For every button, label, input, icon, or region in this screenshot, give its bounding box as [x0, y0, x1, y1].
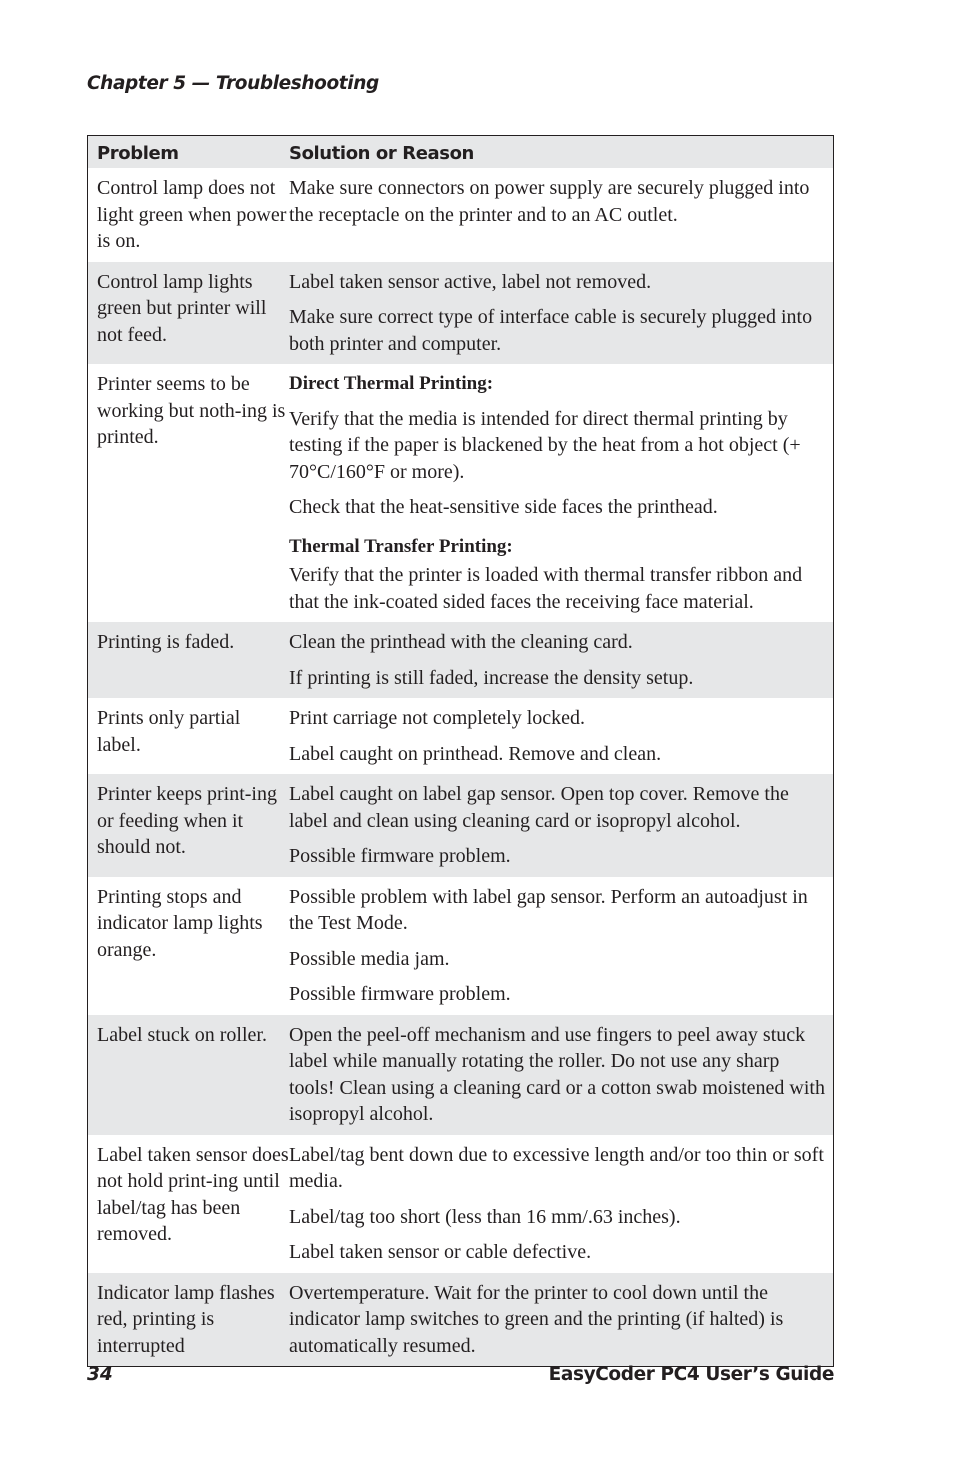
problem-cell — [88, 1280, 289, 1360]
solution-text: Possible media jam. — [289, 947, 450, 970]
solution-cell — [289, 1280, 833, 1360]
table-row — [88, 877, 833, 1015]
solution-text: If printing is still faded, increase the density setup. — [289, 666, 694, 689]
solution-cell — [289, 1022, 833, 1128]
solution-text: Check that the heat-sensitive side faces the printhead. — [289, 496, 718, 518]
problem-cell — [88, 705, 289, 758]
table-row — [88, 262, 833, 365]
solution-text: Possible problem with label gap sensor. Perform an autoadjust in the Test Mode. — [289, 885, 808, 934]
solution-cell — [289, 371, 833, 615]
problem-text: Prints only partial label. — [97, 707, 241, 756]
solution-text: Label taken sensor active, label not removed. — [289, 270, 652, 293]
guide-title: EasyCoder PC4 User’s Guide — [548, 1364, 834, 1385]
table-row — [88, 622, 833, 698]
column-header-problem: Problem — [97, 143, 179, 164]
table-row — [88, 1135, 833, 1273]
problem-cell — [88, 175, 289, 255]
problem-text: Indicator lamp flashes red, printing is interrupted — [97, 1281, 275, 1357]
solution-text: Clean the printhead with the cleaning card. — [289, 631, 633, 653]
table-row — [88, 774, 833, 877]
solution-subheading: Direct Thermal Printing: — [289, 373, 494, 394]
problem-cell — [88, 1022, 289, 1049]
solution-text: Open the peel-off mechanism and use fingers to peel away stuck label while manually rotating the roller. Do not use any sharp tools! Clean using a cleaning card or a cotton swab moistened with isopropyl alcohol. — [289, 1023, 825, 1125]
solution-text: Label/tag bent down due to excessive length and/or too thin or soft media. — [289, 1143, 824, 1192]
solution-cell — [289, 781, 833, 870]
solution-text: Make sure correct type of interface cable is securely plugged into both printer and computer. — [289, 306, 813, 355]
solution-text: Label caught on label gap sensor. Open top cover. Remove the label and clean using cleaning card or isopropyl alcohol. — [289, 783, 789, 832]
solution-cell — [289, 1142, 833, 1266]
problem-text: Printing is faded. — [97, 631, 235, 653]
table-header-row — [88, 136, 833, 168]
troubleshooting-table — [87, 135, 834, 1367]
problem-text: Label taken sensor does not hold print-ing until label/tag has been removed. — [97, 1143, 289, 1245]
table-row — [88, 364, 833, 622]
page-number: 34 — [87, 1364, 113, 1385]
chapter-header: Chapter 5 — Troubleshooting — [87, 73, 379, 94]
table-row — [88, 1273, 833, 1367]
problem-text: Control lamp lights green but printer will not feed. — [97, 270, 267, 346]
problem-text: Printing stops and indicator lamp lights orange. — [97, 885, 263, 961]
problem-cell — [88, 1142, 289, 1248]
solution-text: Overtemperature. Wait for the printer to cool down until the indicator lamp switches to green and the printing (if halted) is automatically resumed. — [289, 1281, 784, 1357]
solution-cell — [289, 269, 833, 358]
problem-text: Printer keeps print-ing or feeding when it should not. — [97, 783, 277, 858]
problem-cell — [88, 884, 289, 964]
solution-text: Possible firmware problem. — [289, 983, 511, 1005]
solution-text: Verify that the media is intended for direct thermal printing by testing if the paper is blackened by the heat from a hot object (+ 70°C/160°F or more). — [289, 407, 801, 483]
solution-subheading: Thermal Transfer Printing: — [289, 535, 513, 557]
solution-text: Label caught on printhead. Remove and clean. — [289, 742, 662, 765]
problem-text: Control lamp does not light green when power is on. — [97, 177, 287, 252]
problem-cell — [88, 269, 289, 349]
solution-cell — [289, 705, 833, 767]
problem-cell — [88, 371, 289, 451]
solution-cell — [289, 175, 833, 228]
problem-cell — [88, 781, 289, 861]
solution-cell — [289, 629, 833, 691]
solution-text: Print carriage not completely locked. — [289, 707, 586, 729]
column-header-solution: Solution or Reason — [289, 143, 474, 164]
solution-text: Label taken sensor or cable defective. — [289, 1241, 592, 1263]
solution-cell — [289, 884, 833, 1008]
table-row — [88, 168, 833, 262]
solution-text: Label/tag too short (less than 16 mm/.63 inches). — [289, 1205, 681, 1228]
problem-text: Printer seems to be working but noth-ing is printed. — [97, 373, 286, 448]
problem-text: Label stuck on roller. — [97, 1023, 267, 1046]
solution-text: Possible firmware problem. — [289, 845, 511, 867]
solution-text: Make sure connectors on power supply are securely plugged into the receptacle on the printer and to an AC outlet. — [289, 177, 810, 226]
table-row — [88, 1015, 833, 1135]
table-body — [88, 168, 833, 1366]
solution-text: Verify that the printer is loaded with thermal transfer ribbon and that the ink-coated sided faces the receiving face material. — [289, 564, 803, 613]
problem-cell — [88, 629, 289, 656]
table-row — [88, 698, 833, 774]
